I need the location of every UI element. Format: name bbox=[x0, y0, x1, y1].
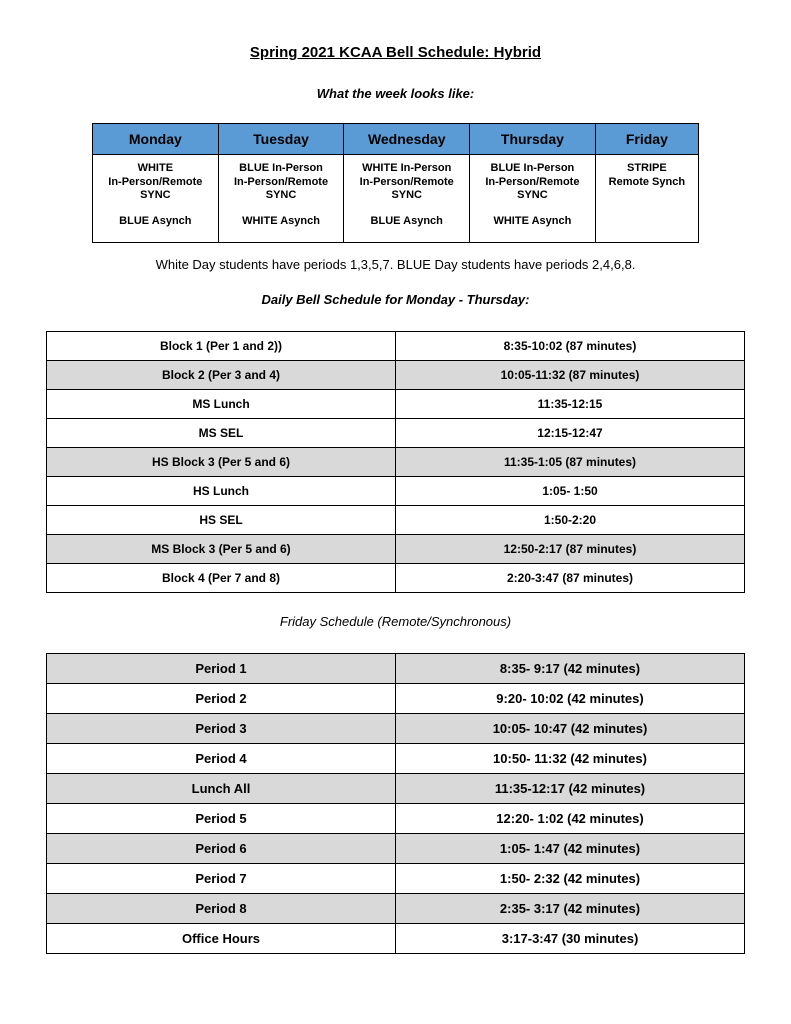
day-cell-thursday bbox=[470, 155, 596, 243]
period-name: Period 5 bbox=[47, 804, 396, 834]
day-line1: STRIPE bbox=[627, 162, 667, 174]
period-time: 9:20- 10:02 (42 minutes) bbox=[396, 684, 745, 714]
block-time: 1:05- 1:50 bbox=[396, 477, 745, 506]
block-name: HS SEL bbox=[47, 506, 396, 535]
table-row bbox=[47, 924, 745, 954]
day-line2: In-Person/Remote bbox=[485, 175, 580, 188]
day-cell-monday bbox=[93, 155, 219, 243]
block-name: HS Lunch bbox=[47, 477, 396, 506]
day-line2: In-Person/Remote bbox=[233, 175, 329, 188]
period-name: Period 3 bbox=[47, 714, 396, 744]
table-row bbox=[47, 506, 745, 535]
table-row bbox=[47, 684, 745, 714]
period-name: Period 2 bbox=[47, 684, 396, 714]
period-time: 10:50- 11:32 (42 minutes) bbox=[396, 744, 745, 774]
day-header-tuesday: Tuesday bbox=[218, 124, 344, 155]
day-line1: BLUE In-Person bbox=[239, 162, 323, 174]
period-name: Lunch All bbox=[47, 774, 396, 804]
day-line2: In-Person/Remote bbox=[108, 175, 203, 188]
day-async: WHITE Asynch bbox=[493, 214, 572, 227]
block-time: 11:35-1:05 (87 minutes) bbox=[396, 448, 745, 477]
period-time: 11:35-12:17 (42 minutes) bbox=[396, 774, 745, 804]
block-name: HS Block 3 (Per 5 and 6) bbox=[47, 448, 396, 477]
table-row bbox=[47, 361, 745, 390]
day-async: WHITE Asynch bbox=[242, 214, 320, 227]
block-name: MS Lunch bbox=[47, 390, 396, 419]
week-header-row bbox=[93, 124, 699, 155]
table-row bbox=[47, 864, 745, 894]
day-line3: Remote Synch bbox=[608, 175, 686, 188]
friday-schedule-table bbox=[46, 653, 745, 954]
page-title: Spring 2021 KCAA Bell Schedule: Hybrid bbox=[249, 44, 542, 61]
block-name: Block 4 (Per 7 and 8) bbox=[47, 564, 396, 593]
day-line1: WHITE bbox=[137, 162, 174, 174]
table-row bbox=[47, 834, 745, 864]
day-line3: SYNC bbox=[140, 189, 171, 201]
period-name: Period 7 bbox=[47, 864, 396, 894]
period-time: 3:17-3:47 (30 minutes) bbox=[396, 924, 745, 954]
table-row bbox=[47, 477, 745, 506]
period-time: 1:05- 1:47 (42 minutes) bbox=[396, 834, 745, 864]
block-time: 12:15-12:47 bbox=[396, 419, 745, 448]
table-row bbox=[47, 894, 745, 924]
period-name: Period 8 bbox=[47, 894, 396, 924]
day-line2: In-Person/Remote bbox=[359, 175, 454, 188]
block-time: 2:20-3:47 (87 minutes) bbox=[396, 564, 745, 593]
day-async: BLUE Asynch bbox=[370, 214, 443, 227]
block-name: MS SEL bbox=[47, 419, 396, 448]
period-name: Period 4 bbox=[47, 744, 396, 774]
period-time: 10:05- 10:47 (42 minutes) bbox=[396, 714, 745, 744]
block-name: Block 1 (Per 1 and 2)) bbox=[47, 332, 396, 361]
table-row bbox=[47, 744, 745, 774]
table-row bbox=[47, 419, 745, 448]
block-time: 12:50-2:17 (87 minutes) bbox=[396, 535, 745, 564]
block-time: 11:35-12:15 bbox=[396, 390, 745, 419]
table-row bbox=[47, 774, 745, 804]
day-cell-tuesday bbox=[218, 155, 344, 243]
friday-schedule-heading: Friday Schedule (Remote/Synchronous) bbox=[279, 614, 512, 629]
day-line1: BLUE In-Person bbox=[490, 162, 575, 174]
day-line3: SYNC bbox=[517, 189, 548, 201]
period-note: White Day students have periods 1,3,5,7. BLUE Day students have periods 2,4,6,8. bbox=[155, 257, 636, 272]
day-header-monday: Monday bbox=[93, 124, 219, 155]
period-name: Office Hours bbox=[47, 924, 396, 954]
daily-schedule-table bbox=[46, 331, 745, 593]
table-row bbox=[47, 804, 745, 834]
period-name: Period 1 bbox=[47, 654, 396, 684]
day-header-thursday: Thursday bbox=[470, 124, 596, 155]
period-time: 8:35- 9:17 (42 minutes) bbox=[396, 654, 745, 684]
day-line1: WHITE In-Person bbox=[362, 162, 452, 174]
table-row bbox=[47, 535, 745, 564]
table-row bbox=[47, 448, 745, 477]
day-header-wednesday: Wednesday bbox=[344, 124, 470, 155]
period-time: 12:20- 1:02 (42 minutes) bbox=[396, 804, 745, 834]
week-heading: What the week looks like: bbox=[316, 86, 475, 101]
day-async: BLUE Asynch bbox=[119, 214, 192, 227]
period-name: Period 6 bbox=[47, 834, 396, 864]
block-name: MS Block 3 (Per 5 and 6) bbox=[47, 535, 396, 564]
period-time: 1:50- 2:32 (42 minutes) bbox=[396, 864, 745, 894]
period-time: 2:35- 3:17 (42 minutes) bbox=[396, 894, 745, 924]
day-line3: SYNC bbox=[265, 189, 297, 201]
week-body-row bbox=[93, 155, 699, 243]
day-cell-wednesday bbox=[344, 155, 470, 243]
table-row bbox=[47, 564, 745, 593]
table-row bbox=[47, 714, 745, 744]
day-header-friday: Friday bbox=[595, 124, 698, 155]
week-table bbox=[92, 123, 699, 243]
table-row bbox=[47, 390, 745, 419]
day-cell-friday bbox=[595, 155, 698, 243]
block-name: Block 2 (Per 3 and 4) bbox=[47, 361, 396, 390]
block-time: 1:50-2:20 bbox=[396, 506, 745, 535]
table-row bbox=[47, 332, 745, 361]
block-time: 10:05-11:32 (87 minutes) bbox=[396, 361, 745, 390]
day-line3: SYNC bbox=[391, 189, 422, 201]
table-row bbox=[47, 654, 745, 684]
daily-schedule-heading: Daily Bell Schedule for Monday - Thursday: bbox=[261, 292, 530, 307]
block-time: 8:35-10:02 (87 minutes) bbox=[396, 332, 745, 361]
